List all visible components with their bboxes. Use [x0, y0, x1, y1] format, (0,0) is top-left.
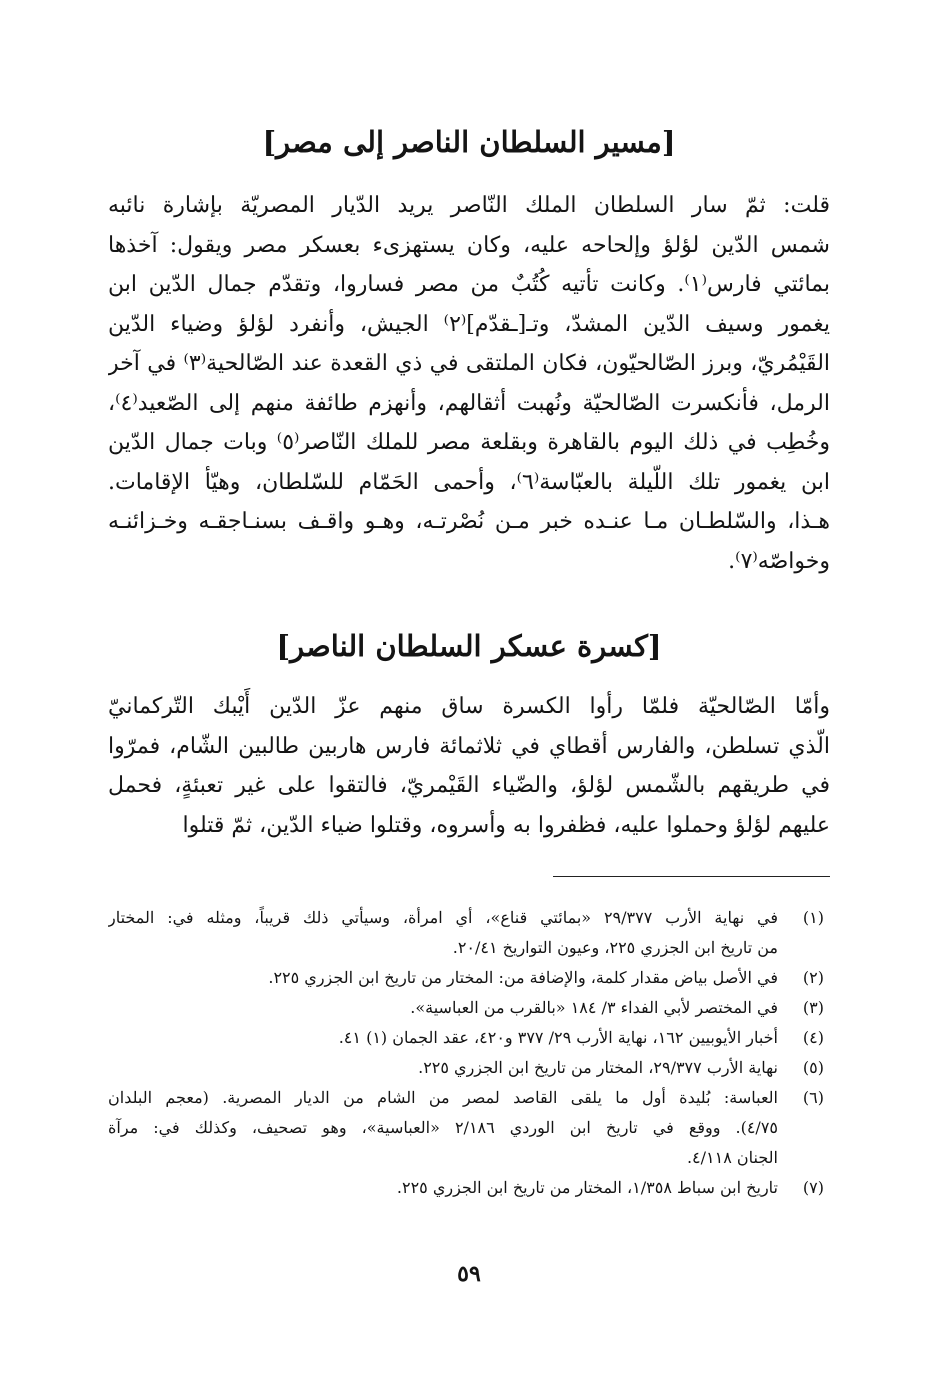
paragraph-march-line: وخواصّه⁽٧⁾.: [728, 548, 830, 574]
paragraph-march-line: هـذا، والسّلطـان مـا عنـده خبر مـن نُصْرتـه، وهـو واقـف بسنـاجقـه وخـزائنـه: [108, 509, 830, 534]
paragraph-defeat-line: في طريقهم بالشّمس لؤلؤ، والضّياء القَيْمريّ، فالتقوا على غير تعبئةٍ، فحمل: [108, 773, 830, 798]
footnote-number: (٧): [802, 1178, 824, 1197]
paragraph-march-line: ابن يغمور تلك اللّيلة بالعبّاسة⁽٦⁾، وأحمى الحَمّام للسّلطان، وهيّأ الإقامات.: [108, 469, 830, 495]
footnote-number: (٥): [802, 1058, 824, 1077]
footnote-text: [108, 963, 778, 993]
footnote-line: من تاريخ ابن الجزري ٢٢٥، وعيون التواريخ ٢٠/٤١.: [452, 938, 778, 957]
footnotes: [108, 903, 830, 1203]
footnote-line: نهاية الأرب ٢٩/٣٧٧، المختار من تاريخ ابن الجزري ٢٢٥.: [418, 1058, 778, 1077]
paragraph-march-line: وخُطِب في ذلك اليوم بالقاهرة وبقلعة مصر للملك النّاصر⁽٥⁾ وبات جمال الدّين: [108, 430, 830, 455]
footnote: [108, 963, 830, 993]
paragraph-defeat-line: عليهم لؤلؤ وحملوا عليه، فظفروا به وأسروه، وقتلوا ضياء الدّين، ثمّ قتلوا: [182, 812, 830, 838]
footnote-text: [108, 1083, 778, 1173]
paragraph-defeat-line: وأمّا الصّالحيّة فلمّا رأوا الكسرة ساق منهم عزّ الدّين أَيْبك التّركمانيّ: [108, 694, 830, 719]
paragraph-march-line: بمائتي فارس⁽١⁾. وكانت تأتيه كُتُبٌ من مصر فساروا، وتقدّم جمال الدّين ابن: [108, 272, 830, 297]
footnote: [108, 1023, 830, 1053]
footnote-line: تاريخ ابن سباط ١/٣٥٨، المختار من تاريخ ابن الجزري ٢٢٥.: [396, 1178, 778, 1197]
footnote-text: [108, 993, 778, 1023]
footnote-number: (٦): [802, 1088, 824, 1107]
footnote: [108, 993, 830, 1023]
footnote-number: (٣): [802, 998, 824, 1017]
footnote-separator: [553, 876, 830, 877]
paragraph-defeat-line: الّذي تسلطن، والفارس أقطاي في ثلاثمائة فارس هاربين طالبين الشّام، فمرّوا: [108, 733, 830, 759]
footnote-line: ٤/٧٥). ووقع في تاريخ ابن الوردي ٢/١٨٦ «العباسية»، وهو تصحيف، وكذلك في: مرآة: [108, 1118, 778, 1137]
footnote: [108, 1053, 830, 1083]
section-heading-march: [مسير السلطان الناصر إلى مصر]: [262, 125, 676, 159]
footnote-line: في المختصر لأبي الفداء ٣/ ١٨٤ «بالقرب من العباسية».: [410, 998, 778, 1017]
paragraph-march-line: شمس الدّين لؤلؤ وإلحاحه عليه، وكان يستهزىء بعسكر مصر ويقول: آخذها: [108, 232, 830, 258]
paragraph-march-line: يغمور وسيف الدّين المشدّ، وتـ[ـقدّم]⁽٢⁾ الجيش، وأنفرد لؤلؤ وضياء الدّين: [108, 311, 830, 337]
footnote-text: [108, 1023, 778, 1053]
footnote-number: (١): [802, 908, 824, 927]
footnote-text: [108, 903, 778, 963]
paragraph-march-line: القَيْمُريّ، وبرز الصّالحيّون، فكان الملتقى في ذي القعدة عند الصّالحية⁽٣⁾ في آخر: [108, 351, 830, 376]
footnote-text: [108, 1053, 778, 1083]
footnote: [108, 1173, 830, 1203]
footnote-line: أخبار الأيوبيين ١٦٢، نهاية الأرب ٢٩/ ٣٧٧ و٤٢٠، عقد الجمان (١) ٤١.: [338, 1028, 778, 1047]
footnote: [108, 903, 830, 963]
paragraph-march-line: قلت: ثمّ سار السلطان الملك النّاصر يريد الدّيار المصريّة بإشارة نائبه: [108, 193, 830, 218]
footnote-number: (٤): [802, 1028, 824, 1047]
section-heading-defeat: [كسرة عسكر السلطان الناصر]: [276, 629, 662, 663]
footnote: [108, 1083, 830, 1173]
page-number: ٥٩: [457, 1261, 481, 1287]
paragraph-march: [108, 186, 830, 581]
footnote-number: (٢): [802, 968, 824, 987]
paragraph-defeat: [108, 687, 830, 845]
footnote-line: في نهاية الأرب ٢٩/٣٧٧ «بمائتي قناع»، أي امرأة، وسيأتي ذلك قريباً، ومثله في: المختار: [108, 908, 778, 927]
footnote-text: [108, 1173, 778, 1203]
footnote-line: في الأصل بياض مقدار كلمة، والإضافة من: المختار من تاريخ ابن الجزري ٢٢٥.: [268, 968, 778, 987]
footnote-line: الجنان ٤/١١٨.: [686, 1148, 778, 1167]
footnote-line: العباسة: بُليدة أول ما يلقى القاصد لمصر من الشام من الديار المصرية. (معجم البلدان: [108, 1088, 778, 1107]
paragraph-march-line: الرمل، فأنكسرت الصّالحيّة ونُهبت أثقالهم، وأنهزم طائفة منهم إلى الصّعيد⁽٤⁾،: [108, 390, 830, 416]
